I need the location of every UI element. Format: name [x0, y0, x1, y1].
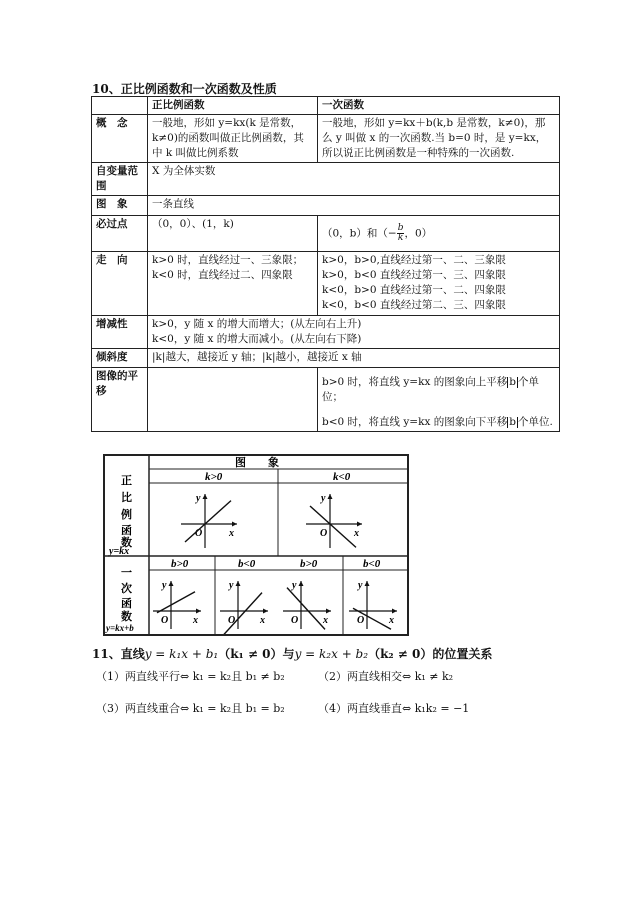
row-label: 图像的平 移	[92, 368, 148, 432]
origin-label: O	[357, 615, 365, 626]
row-label: 自变量范 围	[92, 163, 148, 196]
row-label: 走 向	[92, 252, 148, 316]
case-label: b<0	[238, 558, 256, 570]
x-axis-label: x	[260, 615, 265, 626]
label-char: 次	[121, 583, 132, 595]
case-label: b>0	[171, 558, 189, 570]
section-10-title: 10、正比例函数和一次函数及性质	[92, 82, 277, 96]
function-plots	[153, 493, 397, 634]
case-label: b>0	[300, 558, 318, 570]
cell-text: |k|越大，越接近 y 轴；|k|越小，越接近 x 轴	[148, 349, 560, 368]
cell-text: 一条直线	[148, 196, 560, 216]
header-linear: 一次函数	[318, 97, 560, 115]
x-axis-label: x	[354, 528, 359, 539]
y-arrow	[365, 581, 370, 586]
cell-text: k>0 时，直线经过一、三象限； k<0 时，直线经过二、四象限	[148, 252, 318, 316]
x-arrow	[392, 609, 397, 614]
table-row	[92, 163, 560, 196]
label-char: 函	[121, 525, 132, 537]
table-row	[92, 316, 560, 349]
row-label: 图 象	[92, 196, 148, 216]
case-label: b<0	[363, 558, 381, 570]
cell-text: 一般地，形如 y=kx(k 是常数，k≠0)的函数叫做正比例函数，其中 k 叫做比例系数	[148, 115, 318, 163]
origin-label: O	[291, 615, 299, 626]
table-row	[92, 349, 560, 368]
y-axis-label: y	[321, 493, 326, 504]
table-row	[92, 115, 560, 163]
label-char: 例	[121, 509, 132, 521]
relation-parallel: （1）两直线平行⇔ k₁ = k₂且 b₁ ≠ b₂	[96, 670, 285, 683]
cell-math: （0，b）和（− $\frac{b}{k}$ ，0）	[318, 216, 560, 252]
label-char: 数	[121, 537, 132, 549]
cell-text: （0，0）、(1，k)	[148, 216, 318, 252]
label-eq: y=kx	[109, 546, 130, 557]
row-label: 概 念	[92, 115, 148, 163]
header-proportional: 正比例函数	[148, 97, 318, 115]
label-char: 函	[121, 598, 132, 610]
fraction: $\frac{b}{k}$	[397, 223, 404, 243]
label-char: 数	[121, 611, 132, 623]
cell-text: k>0，y 随 x 的增大而增大；(从左向右上升) k<0，y 随 x 的增大而减小。(从左向右下降)	[148, 316, 560, 349]
function-line	[157, 592, 195, 613]
cell-text	[148, 368, 318, 432]
label-char: 一	[121, 567, 132, 579]
relation-intersect: （2）两直线相交⇔ k₁ ≠ k₂	[318, 670, 454, 683]
x-axis-label: x	[323, 615, 328, 626]
x-arrow	[232, 522, 237, 527]
table-row	[92, 368, 560, 432]
label-eq: y=kx+b	[106, 623, 134, 633]
function-line	[310, 506, 356, 547]
table-header-row	[92, 97, 560, 115]
relation-coincide: （3）两直线重合⇔ k₁ = k₂且 b₁ = b₂	[96, 702, 285, 715]
y-axis-label: y	[196, 493, 201, 504]
cell-text: b>0 时，将直线 y=kx 的图象向上平移 b 个单位； b<0 时，将直线 y=kx 的图象向下平移 b 个单位.	[318, 368, 560, 432]
origin-label: O	[320, 528, 328, 539]
row-label: 增减性	[92, 316, 148, 349]
label-char: 正	[121, 475, 132, 487]
table-row	[92, 252, 560, 316]
y-arrow	[299, 581, 304, 586]
y-arrow	[236, 581, 241, 586]
cell-text: 一般地，形如 y=kx＋b(k,b 是常数，k≠0)，那么 y 叫做 x 的一次函数.当 b=0 时，是 y=kx，所以说正比例函数是一种特殊的一次函数.	[318, 115, 560, 163]
function-line	[185, 501, 231, 542]
origin-label: O	[228, 615, 236, 626]
row-label: 倾斜度	[92, 349, 148, 368]
x-arrow	[326, 609, 331, 614]
row-label: 必过点	[92, 216, 148, 252]
y-axis-label: y	[162, 580, 167, 591]
section-11-title: 11、直线y = k₁x + b₁（k₁ ≠ 0）与y = k₂x + b₂（k₂ ≠ 0）的位置关系	[92, 647, 493, 661]
y-arrow	[169, 581, 174, 586]
y-axis-label: y	[292, 580, 297, 591]
header-empty-cell	[92, 97, 148, 115]
y-arrow	[328, 494, 333, 499]
cell-text: X 为全体实数	[148, 163, 560, 196]
properties-table	[91, 96, 560, 432]
table-row	[92, 216, 560, 252]
origin-label: O	[161, 615, 169, 626]
x-arrow	[196, 609, 201, 614]
y-arrow	[203, 494, 208, 499]
x-axis-label: x	[193, 615, 198, 626]
origin-label: O	[195, 528, 203, 539]
table-row	[92, 196, 560, 216]
graph-table	[103, 454, 409, 636]
x-arrow	[263, 609, 268, 614]
x-axis-label: x	[229, 528, 234, 539]
graph-header: 图 象	[235, 457, 279, 469]
x-axis-label: x	[389, 615, 394, 626]
cell-text: k>0，b>0,直线经过第一、二、三象限 k>0，b<0 直线经过第一、三、四象限 k<0，b>0 直线经过第一、二、四象限 k<0，b<0 直线经过第二、三、四象限	[318, 252, 560, 316]
y-axis-label: y	[229, 580, 234, 591]
x-arrow	[357, 522, 362, 527]
case-k-pos: k>0	[205, 471, 223, 483]
label-char: 比	[121, 492, 132, 504]
y-axis-label: y	[358, 580, 363, 591]
case-k-neg: k<0	[333, 471, 351, 483]
function-line	[224, 593, 262, 634]
relation-perpendicular: （4）两直线垂直⇔ k₁k₂ = −1	[318, 702, 470, 715]
